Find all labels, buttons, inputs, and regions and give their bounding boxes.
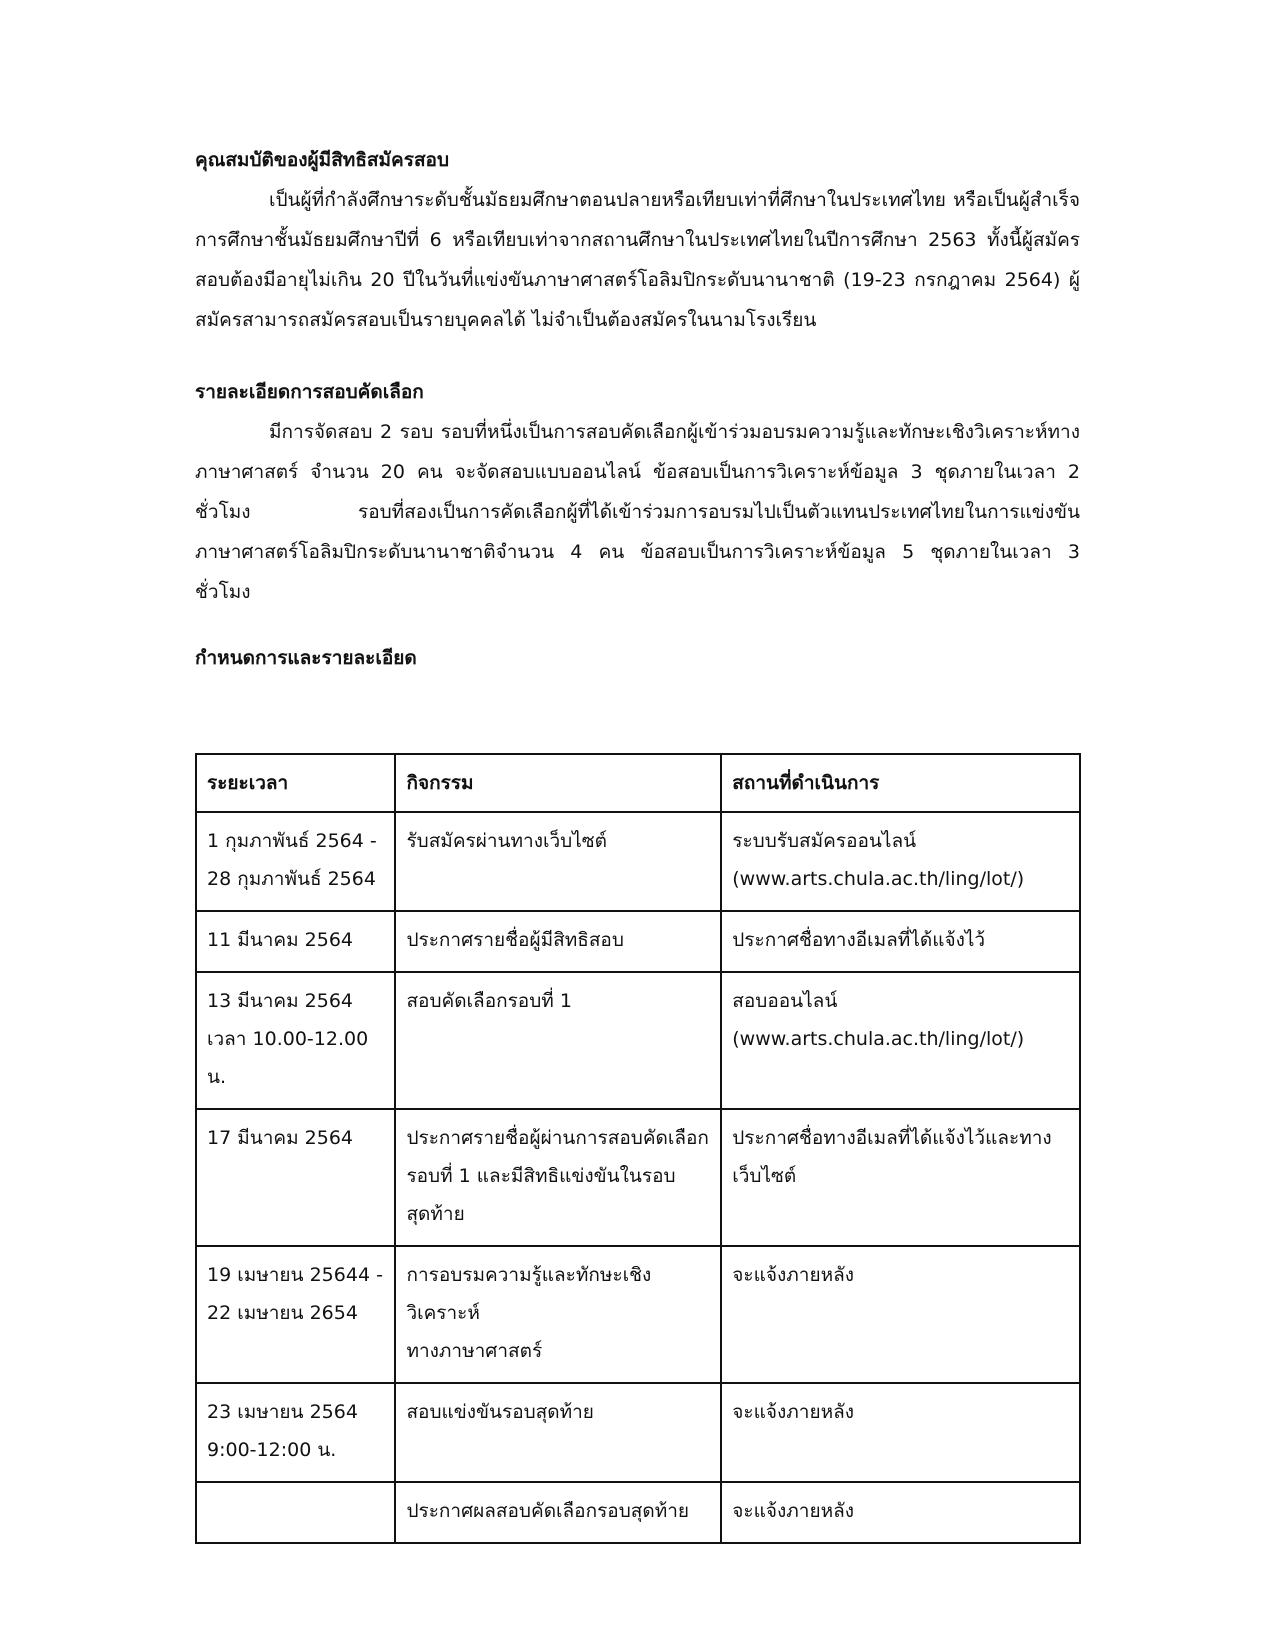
table-row <box>196 1383 1080 1482</box>
cell-activity-line: ประกาศรายชื่อผู้ผ่านการสอบคัดเลือก <box>406 1127 709 1149</box>
table-header-row <box>196 754 1080 812</box>
cell-activity <box>395 972 721 1109</box>
cell-activity <box>395 812 721 911</box>
cell-location <box>721 911 1080 972</box>
cell-location <box>721 1482 1080 1543</box>
cell-period <box>196 812 395 911</box>
cell-period <box>196 1109 395 1246</box>
qualification-heading: คุณสมบัติของผู้มีสิทธิสมัครสอบ <box>195 149 450 171</box>
cell-location <box>721 1109 1080 1246</box>
cell-location-line: (www.arts.chula.ac.th/ling/lot/) <box>732 868 1025 890</box>
cell-activity-line: รอบที่ 1 และมีสิทธิแข่งขันในรอบ <box>406 1165 676 1187</box>
cell-period-line: 17 มีนาคม 2564 <box>207 1127 354 1149</box>
cell-location <box>721 812 1080 911</box>
cell-location-line: (www.arts.chula.ac.th/ling/lot/) <box>732 1028 1025 1050</box>
document-body <box>195 140 1080 678</box>
cell-activity-line: ประกาศผลสอบคัดเลือกรอบสุดท้าย <box>406 1500 690 1522</box>
cell-period-line: 23 เมษายน 2564 <box>207 1401 358 1423</box>
selection-paragraph: มีการจัดสอบ 2 รอบ รอบที่หนึ่งเป็นการสอบคัดเลือกผู้เข้าร่วมอบรมความรู้และทักษะเชิงวิเคราะห์ทางภาษาศาสตร์ จำนวน 20 คน จะจัดสอบแบบออนไลน์ ข้อสอบเป็นการวิเคราะห์ข้อมูล 3 ชุดภายในเวลา 2 ชั่วโมง รอบที่สองเป็นการคัดเลือกผู้ที่ได้เข้าร่วมการอบรมไปเป็นตัวแทนประเทศไทยในการแข่งขันภาษาศาสตร์โอลิมปิกระดับนานาชาติจำนวน 4 คน ข้อสอบเป็นการวิเคราะห์ข้อมูล 5 ชุดภายในเวลา 3 ชั่วโมง <box>195 421 1080 603</box>
header-location: สถานที่ดำเนินการ <box>721 754 1080 812</box>
cell-location-line: เว็บไซต์ <box>732 1165 797 1187</box>
cell-location-line: ระบบรับสมัครออนไลน์ <box>732 830 917 852</box>
cell-period <box>196 972 395 1109</box>
qualification-paragraph: เป็นผู้ที่กำลังศึกษาระดับชั้นมัธยมศึกษาตอนปลายหรือเทียบเท่าที่ศึกษาในประเทศไทย หรือเป็นผู้สำเร็จการศึกษาชั้นมัธยมศึกษาปีที่ 6 หรือเทียบเท่าจากสถานศึกษาในประเทศไทยในปีการศึกษา 2563 ทั้งนี้ผู้สมัครสอบต้องมีอายุไม่เกิน 20 ปีในวันที่แข่งขันภาษาศาสตร์โอลิมปิกระดับนานาชาติ (19-23 กรกฎาคม 2564) ผู้สมัครสามารถสมัครสอบเป็นรายบุคคลได้ ไม่จำเป็นต้องสมัครในนามโรงเรียน <box>195 189 1080 331</box>
cell-location-line: จะแจ้งภายหลัง <box>732 1264 855 1286</box>
cell-period-line: 22 เมษายน 2654 <box>207 1302 358 1324</box>
schedule-heading: กำหนดการและรายละเอียด <box>195 647 417 669</box>
cell-period-line: 1 กุมภาพันธ์ 2564 - <box>207 830 377 852</box>
cell-period-line: 11 มีนาคม 2564 <box>207 929 354 951</box>
cell-activity-line: สอบคัดเลือกรอบที่ 1 <box>406 990 572 1012</box>
table-body <box>196 812 1080 1543</box>
cell-activity <box>395 1383 721 1482</box>
header-activity: กิจกรรม <box>395 754 721 812</box>
cell-period <box>196 1482 395 1543</box>
cell-activity-line: สอบแข่งขันรอบสุดท้าย <box>406 1401 594 1423</box>
cell-location-line: จะแจ้งภายหลัง <box>732 1500 855 1522</box>
cell-period-line: 28 กุมภาพันธ์ 2564 <box>207 868 376 890</box>
cell-location-line: สอบออนไลน์ <box>732 990 838 1012</box>
table-row <box>196 911 1080 972</box>
cell-activity <box>395 911 721 972</box>
cell-location-line: ประกาศชื่อทางอีเมลที่ได้แจ้งไว้ <box>732 929 986 951</box>
cell-activity-line: ประกาศรายชื่อผู้มีสิทธิสอบ <box>406 929 624 951</box>
cell-location <box>721 972 1080 1109</box>
cell-period-line: 13 มีนาคม 2564 <box>207 990 354 1012</box>
table-row <box>196 1482 1080 1543</box>
table-row <box>196 972 1080 1109</box>
cell-activity-line: สุดท้าย <box>406 1203 465 1225</box>
cell-period-line: เวลา 10.00-12.00 น. <box>207 1028 369 1088</box>
table-row <box>196 1109 1080 1246</box>
cell-location-line: จะแจ้งภายหลัง <box>732 1401 855 1423</box>
table-row <box>196 1246 1080 1383</box>
table-row <box>196 812 1080 911</box>
cell-activity-line: รับสมัครผ่านทางเว็บไซต์ <box>406 830 608 852</box>
cell-period <box>196 1246 395 1383</box>
cell-location-line: ประกาศชื่อทางอีเมลที่ได้แจ้งไว้และทาง <box>732 1127 1052 1149</box>
cell-period-line: 9:00-12:00 น. <box>207 1439 337 1461</box>
cell-activity <box>395 1482 721 1543</box>
cell-location <box>721 1383 1080 1482</box>
cell-period-line: 19 เมษายน 25644 - <box>207 1264 383 1286</box>
header-period: ระยะเวลา <box>196 754 395 812</box>
cell-activity <box>395 1246 721 1383</box>
cell-activity-line: การอบรมความรู้และทักษะเชิงวิเคราะห์ <box>406 1264 652 1324</box>
cell-activity-line: ทางภาษาศาสตร์ <box>406 1340 543 1362</box>
cell-period <box>196 1383 395 1482</box>
cell-location <box>721 1246 1080 1383</box>
cell-activity <box>395 1109 721 1246</box>
cell-period <box>196 911 395 972</box>
schedule-table <box>195 753 1081 1544</box>
selection-heading: รายละเอียดการสอบคัดเลือก <box>195 381 424 403</box>
